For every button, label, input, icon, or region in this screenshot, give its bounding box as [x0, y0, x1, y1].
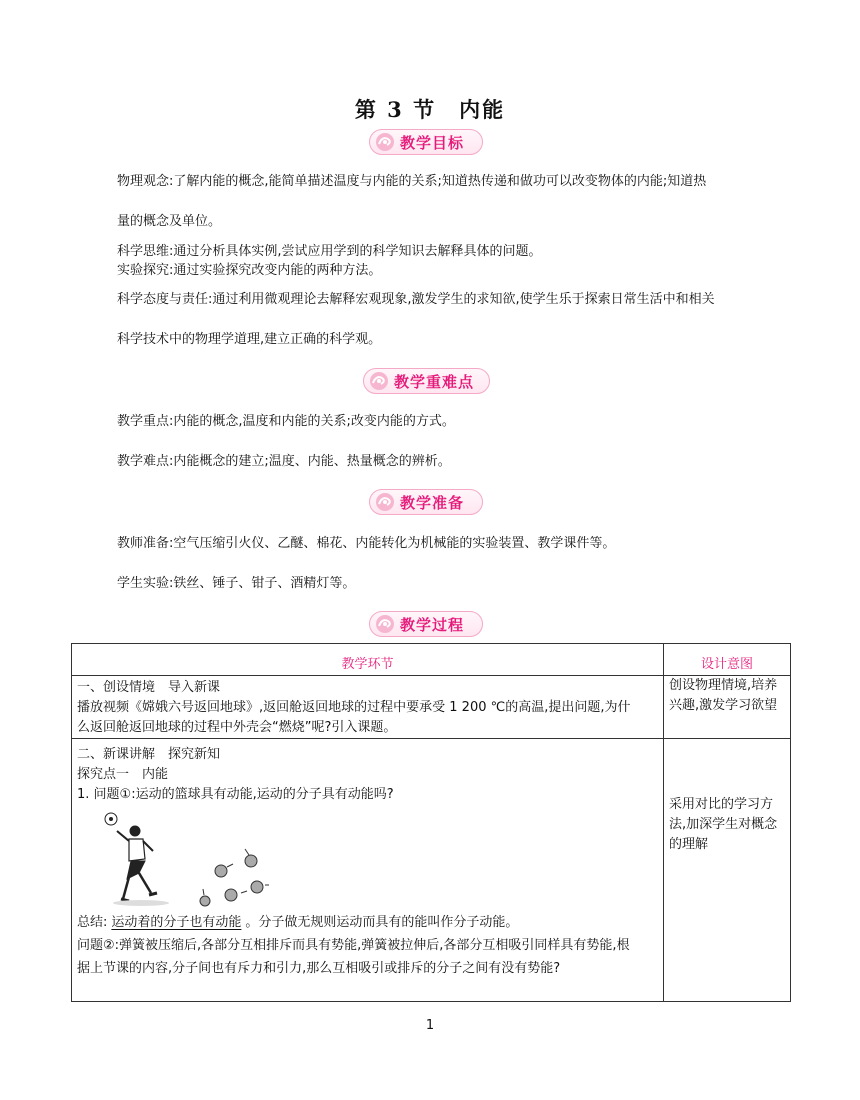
table-row	[72, 739, 791, 1002]
player-figure	[113, 826, 169, 906]
summary-prefix: 总结:	[77, 915, 108, 930]
goal-line-1b: 量的概念及单位。	[117, 214, 222, 229]
page-title: 第 3 节 内能	[354, 97, 506, 122]
row1-text-1: 播放视频《嫦娥六号返回地球》,返回舱返回地球的过程中要承受 1 200 ℃的高温,提出问题,为什	[77, 700, 631, 715]
row2-question-1: 1. 问题①:运动的篮球具有动能,运动的分子具有动能吗?	[77, 787, 394, 802]
goal-line-1a: 物理观念:了解内能的概念,能简单描述温度与内能的关系;知道热传递和做功可以改变物体的内能;知道热	[117, 174, 707, 189]
row2-summary	[77, 913, 658, 933]
page-number: 1	[425, 1018, 435, 1033]
goal-line-2: 科学思维:通过分析具体实例,尝试应用学到的科学知识去解释具体的问题。	[117, 244, 542, 259]
section-label-process: 教学过程	[400, 615, 465, 634]
soccer-ball-icon	[105, 813, 117, 825]
section-label-goals: 教学目标	[400, 133, 465, 152]
section-label-preparation: 教学准备	[400, 493, 465, 512]
swirl-icon	[368, 371, 390, 391]
row1-heading: 一、创设情境 导入新课	[77, 680, 221, 695]
goal-line-4a: 科学态度与责任:通过利用微观理论去解释宏观现象,激发学生的求知欲,使学生乐于探索日常生活中和相关	[117, 292, 715, 307]
table-header-row	[72, 644, 791, 676]
row2-intent: 采用对比的学习方法,加深学生对概念的理解	[664, 739, 791, 1002]
row2-subheading: 探究点一 内能	[77, 767, 169, 782]
goal-line-3: 实验探究:通过实验探究改变内能的两种方法。	[117, 263, 382, 278]
row1-text-2: 么返回舱返回地球的过程中外壳会“燃烧”呢?引入课题。	[77, 720, 397, 735]
process-table	[71, 643, 791, 1002]
swirl-icon	[374, 132, 396, 152]
row2-question-2a: 问题②:弹簧被压缩后,各部分互相排斥而具有势能,弹簧被拉伸后,各部分互相吸引同样具有势能,根	[77, 938, 630, 953]
section-badge-preparation	[369, 489, 483, 515]
section-label-key-points: 教学重难点	[394, 372, 475, 391]
molecules-diagram	[200, 849, 269, 906]
summary-suffix: 。分子做无规则运动而具有的能叫作分子动能。	[245, 915, 519, 930]
row2-question-2b: 据上节课的内容,分子间也有斥力和引力,那么互相吸引或排斥的分子之间有没有势能?	[77, 961, 561, 976]
soccer-player-molecules-illustration	[99, 809, 279, 909]
prep-student: 学生实验:铁丝、锤子、钳子、酒精灯等。	[117, 576, 356, 591]
header-teaching-step: 教学环节	[72, 644, 664, 676]
header-design-intent: 设计意图	[664, 644, 791, 676]
swirl-icon	[374, 492, 396, 512]
summary-blank-answer: 运动着的分子也有动能	[111, 915, 242, 930]
goal-line-4b: 科学技术中的物理学道理,建立正确的科学观。	[117, 332, 382, 347]
swirl-icon	[374, 614, 396, 634]
section-badge-goals	[369, 129, 483, 155]
section-badge-process	[369, 611, 483, 637]
row1-intent: 创设物理情境,培养兴趣,激发学习欲望	[664, 676, 791, 739]
section-badge-key-points	[363, 368, 490, 394]
key-point-difficulty: 教学难点:内能概念的建立;温度、内能、热量概念的辨析。	[117, 454, 451, 469]
row2-heading: 二、新课讲解 探究新知	[77, 747, 221, 762]
table-row	[72, 676, 791, 739]
key-point-focus: 教学重点:内能的概念,温度和内能的关系;改变内能的方式。	[117, 414, 455, 429]
prep-teacher: 教师准备:空气压缩引火仪、乙醚、棉花、内能转化为机械能的实验装置、教学课件等。	[117, 536, 616, 551]
